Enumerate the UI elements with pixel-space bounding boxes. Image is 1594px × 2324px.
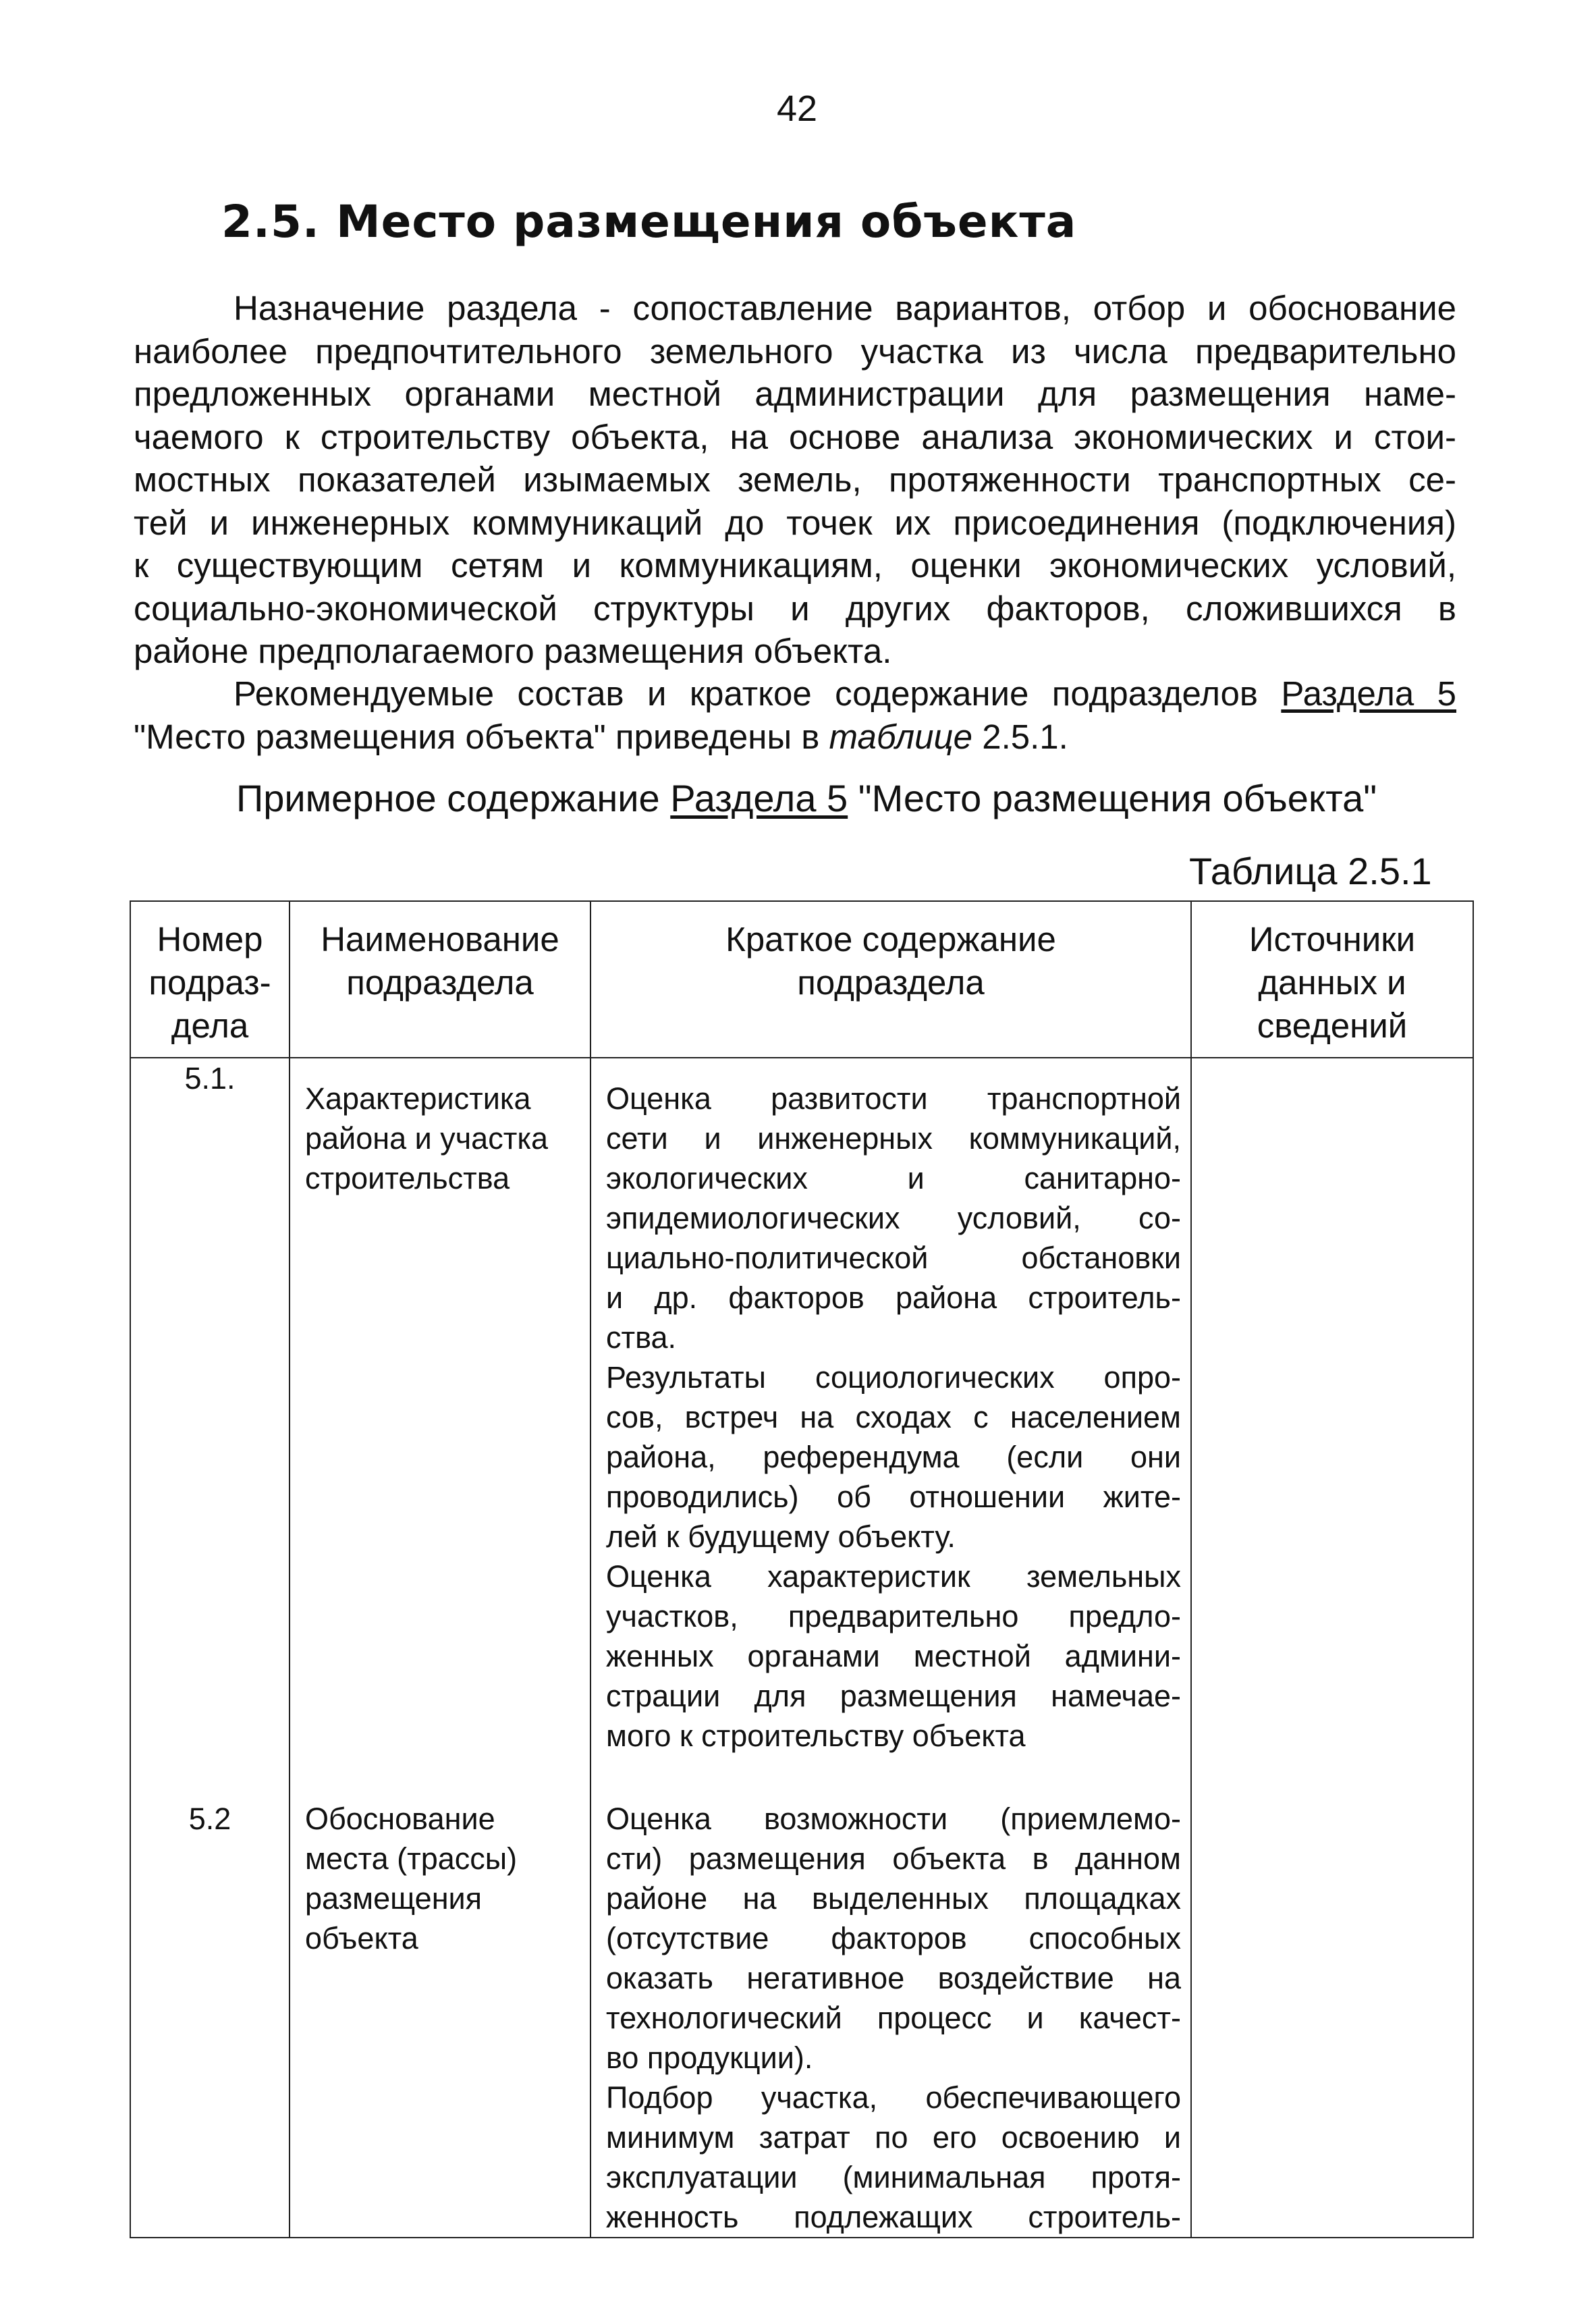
row-content: Оценка возможности (приемлемо- сти) размещения объекта в данном районе на выделенных площадках (отсутствие факторов способных оказать негативное воздействие на технологический процесс и качест- во продукции). Подбор участка, обеспечивающего минимум затрат по его освоению и эксплуатации (минимальная протя- женность подлежащих строитель- bbox=[590, 1756, 1191, 2238]
table-label: Таблица 2.5.1 bbox=[1189, 850, 1432, 892]
recommend-paragraph bbox=[134, 672, 1456, 758]
header-sources: Источники данных и сведений bbox=[1191, 901, 1473, 1058]
caption-section-link[interactable]: Раздела 5 bbox=[670, 777, 848, 819]
section-5-link[interactable]: Раздела 5 bbox=[1281, 674, 1456, 713]
intro-line: районе предполагаемого размещения объекта. bbox=[134, 632, 892, 670]
table-caption bbox=[236, 776, 1377, 820]
header-number: Номер подраз- дела bbox=[130, 901, 290, 1058]
intro-line: к существующим сетям и коммуникациям, оценки экономических условий, bbox=[134, 546, 1456, 585]
row-sources bbox=[1191, 1756, 1473, 2238]
table-row bbox=[130, 1058, 1473, 1756]
row-name: Характеристика района и участка строительства bbox=[290, 1058, 590, 1756]
intro-paragraph bbox=[134, 287, 1456, 673]
intro-line: наиболее предпочтительного земельного участка из числа предварительно bbox=[134, 331, 1456, 371]
row-content: Оценка развитости транспортной сети и инженерных коммуникаций, экологических и санитарно- эпидемиологических условий, со- циально-политической обстановки и др. факторов района строитель- ства. Результаты социологических опро- сов, встреч на сходах с населением района, референдума (если они проводились) об отношении жите- лей к будущему объекту. Оценка характеристик земельных участков, предварительно предло- женных органами местной админи- страции для размещения намечае- мого к строительству объекта bbox=[590, 1058, 1191, 1756]
recommend-text-2: "Место размещения объекта" приведены в bbox=[134, 717, 820, 756]
recommend-line-2 bbox=[134, 715, 1456, 759]
page-number: 42 bbox=[776, 88, 818, 129]
intro-line: тей и инженерных коммуникаций до точек их присоединения (подключения) bbox=[134, 503, 1456, 542]
row-number: 5.2 bbox=[130, 1756, 290, 2238]
row-name: Обоснование места (трассы) размещения объекта bbox=[290, 1756, 590, 2238]
intro-line: мостных показателей изымаемых земель, протяженности транспортных се- bbox=[134, 460, 1456, 499]
table-row bbox=[130, 1756, 1473, 2238]
table-reference: таблице bbox=[829, 717, 973, 756]
caption-before: Примерное содержание bbox=[236, 777, 660, 819]
table-header-row bbox=[130, 901, 1473, 1058]
recommend-line-1 bbox=[134, 672, 1456, 715]
intro-line: Назначение раздела - сопоставление вариантов, отбор и обоснование bbox=[233, 289, 1456, 327]
intro-line: предложенных органами местной администрации для размещения наме- bbox=[134, 375, 1456, 413]
header-content: Краткое содержание подраздела bbox=[590, 901, 1191, 1058]
caption-after: "Место размещения объекта" bbox=[858, 777, 1377, 819]
content-table bbox=[130, 900, 1474, 2238]
header-name: Наименование подраздела bbox=[290, 901, 590, 1058]
table-number-ref: 2.5.1. bbox=[982, 717, 1068, 756]
row-number: 5.1. bbox=[130, 1058, 290, 1756]
recommend-text: Рекомендуемые состав и краткое содержание подразделов bbox=[233, 674, 1258, 713]
intro-line: чаемого к строительству объекта, на основе анализа экономических и стои- bbox=[134, 417, 1456, 456]
section-heading: 2.5. Место размещения объекта bbox=[221, 196, 1077, 248]
row-sources bbox=[1191, 1058, 1473, 1756]
intro-line: социально-экономической структуры и других факторов, сложившихся в bbox=[134, 589, 1456, 628]
